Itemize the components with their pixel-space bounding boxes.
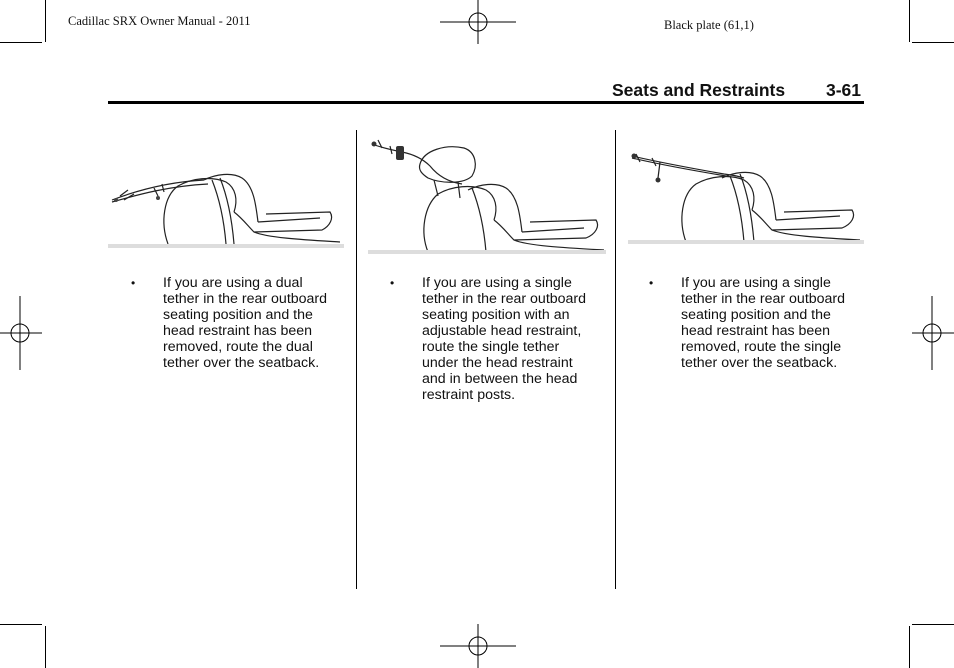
page-number: 3-61 (826, 80, 862, 100)
manual-title: Cadillac SRX Owner Manual - 2011 (68, 14, 251, 28)
column-divider-2 (615, 130, 616, 589)
plate-label: Black plate (61,1) (664, 18, 754, 32)
seat-illustration-head-restraint (368, 136, 606, 254)
registration-mark-right (912, 296, 954, 370)
header-rule (108, 101, 864, 104)
registration-mark-left (0, 296, 42, 370)
seat-illustration-single-tether (628, 148, 864, 244)
paragraph-single-tether: If you are using a single tether in the rear outboard seating position and the head restraint has been removed, route the single tether over the seatback. (681, 275, 846, 371)
bullet-3: • (649, 276, 654, 290)
bullet-2: • (390, 276, 395, 290)
bullet-1: • (131, 276, 136, 290)
column-divider-1 (356, 130, 357, 589)
section-title: Seats and Restraints (612, 80, 786, 100)
registration-mark-bottom (440, 624, 516, 668)
seat-illustration-dual-tether (108, 160, 344, 248)
paragraph-dual-tether: If you are using a dual tether in the rear outboard seating position and the head restraint has been removed, route the dual tether over the seatback. (163, 275, 328, 371)
registration-mark-top (440, 0, 516, 44)
paragraph-head-restraint: If you are using a single tether in the rear outboard seating position with an adjustable head restraint, route the single tether under the head restraint and in between the head restraint posts. (422, 275, 587, 403)
